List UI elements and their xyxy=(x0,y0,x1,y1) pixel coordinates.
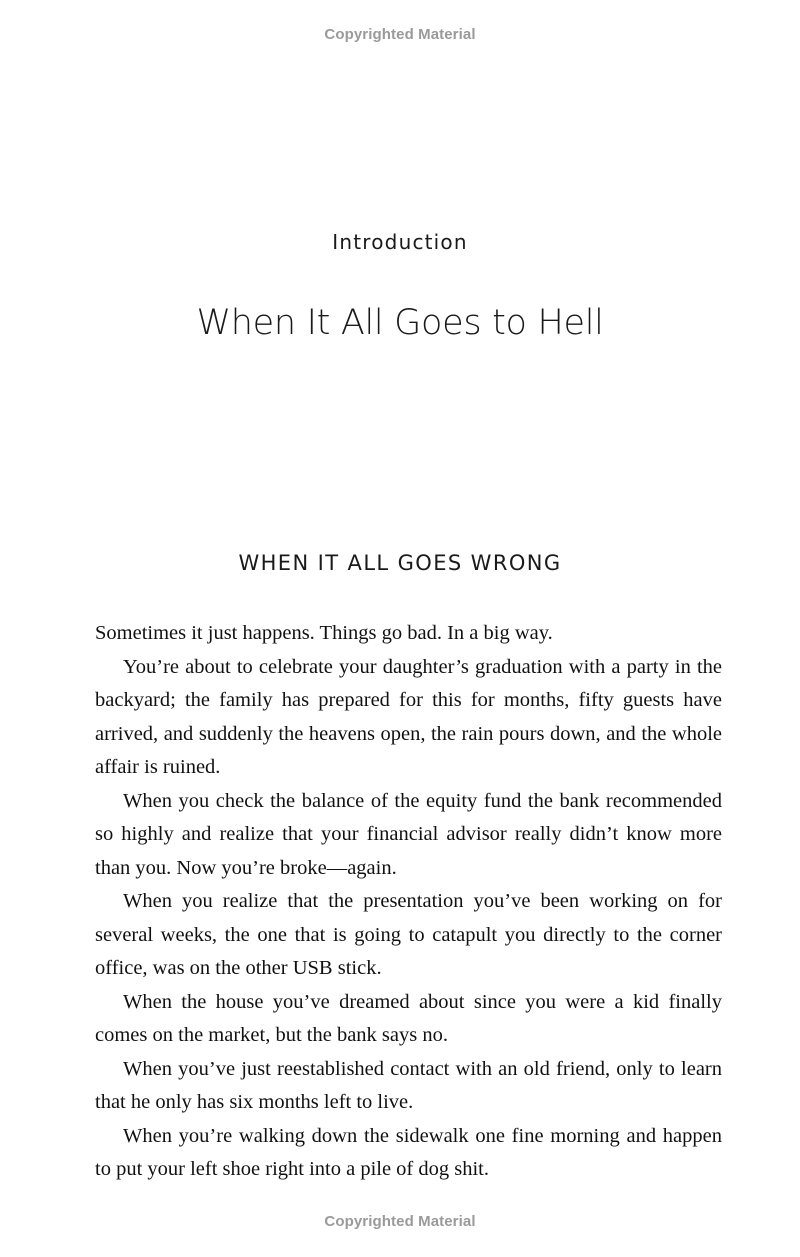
section-heading: WHEN IT ALL GOES WRONG xyxy=(238,551,562,575)
body-text xyxy=(95,617,722,1187)
paragraph-2: You’re about to celebrate your daughter’s graduation with a party in the backyard; the family has prepared for this for months, fifty guests have arrived, and suddenly the heavens open, the rain pours down, and the whole affair is ruined. xyxy=(95,655,722,778)
paragraph-7: When you’re walking down the sidewalk one fine morning and happen to put your left shoe right into a pile of dog shit. xyxy=(95,1124,722,1180)
paragraph-4: When you realize that the presentation you’ve been working on for several weeks, the one that is going to catapult you directly to the corner office, was on the other USB stick. xyxy=(95,890,722,979)
copyright-watermark-top: Copyrighted Material xyxy=(324,26,476,43)
copyright-watermark-bottom: Copyrighted Material xyxy=(324,1213,476,1230)
paragraph-6: When you’ve just reestablished contact with an old friend, only to learn that he only has six months left to live. xyxy=(95,1057,722,1113)
paragraph-3: When you check the balance of the equity fund the bank recommended so highly and realize that your financial advisor really didn’t know more than you. Now you’re broke—again. xyxy=(95,789,722,879)
chapter-label: Introduction xyxy=(332,230,468,254)
paragraph-5: When the house you’ve dreamed about since you were a kid finally comes on the market, but the bank says no. xyxy=(95,990,722,1046)
paragraph-1: Sometimes it just happens. Things go bad. In a big way. xyxy=(95,622,553,644)
chapter-title: When It All Goes to Hell xyxy=(196,303,604,343)
